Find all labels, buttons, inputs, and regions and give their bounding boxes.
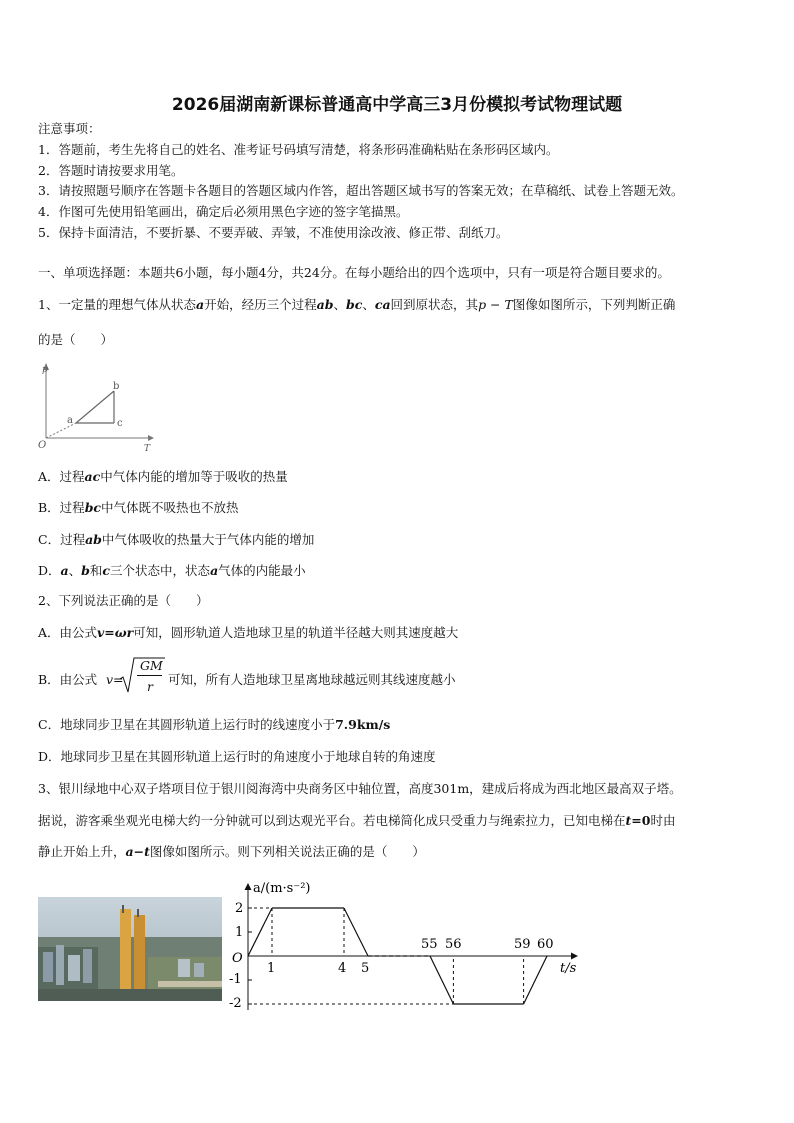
option-c xyxy=(38,717,390,733)
section-heading: 一、单项选择题：本题共6小题，每小题4分，共24分。在每小题给出的四个选项中，只有一项是符合题目要求的。 xyxy=(38,265,670,280)
x-tick-label: 4 xyxy=(338,961,347,976)
text: 1、一定量的理想气体从状态 xyxy=(38,297,196,312)
notice-item: 4．作图可先使用铅笔画出，确定后必须用黑色字迹的签字笔描黑。 xyxy=(38,204,409,219)
var: a xyxy=(210,563,219,578)
numerator: GM xyxy=(140,658,163,673)
x-tick-label: 56 xyxy=(445,937,462,952)
var: a xyxy=(60,563,69,578)
x-tick-label: 55 xyxy=(421,937,438,952)
p-label: p xyxy=(42,365,48,375)
process-ab xyxy=(76,391,114,423)
var-ab: ab xyxy=(316,297,334,312)
y-tick-label: -1 xyxy=(229,972,242,987)
question-3-line3 xyxy=(38,844,425,860)
notice-item: 2．答题时请按要求用笔。 xyxy=(38,163,184,178)
question-2-stem: 2、下列说法正确的是（ ） xyxy=(38,593,209,608)
series-segment xyxy=(524,956,547,1004)
formula-v: v= xyxy=(106,672,124,687)
sqrt-formula xyxy=(106,655,168,697)
notice-item: 1．答题前，考生先将自己的姓名、准考证号码填写清楚，将条形码准确粘贴在条形码区域内。 xyxy=(38,142,559,157)
twin-tower-photo xyxy=(38,897,222,1001)
text: 据说，游客乘坐观光电梯大约一分钟就可以到达观光平台。若电梯简化成只受重力与绳索拉力，已知电梯在 xyxy=(38,813,626,828)
text: 图像如图所示，下列判断正确 xyxy=(512,297,676,312)
text: 开始，经历三个过程 xyxy=(204,297,317,312)
value: 7.9km/s xyxy=(335,717,391,732)
text: 时由 xyxy=(650,813,676,828)
notice-item: 5．保持卡面清洁，不要折暴、不要弄破、弄皱，不准使用涂改液、修正带、刮纸刀。 xyxy=(38,225,509,240)
var: ab xyxy=(85,532,102,547)
text: 气体的内能最小 xyxy=(218,563,306,578)
t-label: T xyxy=(144,444,151,452)
text: 中气体既不吸热也不放热 xyxy=(101,500,239,515)
option-b-pre: B．由公式 xyxy=(38,672,98,687)
text: 、 xyxy=(333,297,346,312)
var: ac xyxy=(84,469,101,484)
text: 图像如图所示。则下列相关说法正确的是（ ） xyxy=(149,844,425,859)
var: c xyxy=(102,563,111,578)
state-a-label: a xyxy=(67,415,73,426)
a-t-graph xyxy=(226,876,586,1016)
text: C．过程 xyxy=(38,532,86,547)
page-title: 2026届湖南新课标普通高中学高三3月份模拟考试物理试题 xyxy=(171,95,623,115)
photo-art xyxy=(38,897,222,1001)
text: 三个状态中，状态 xyxy=(110,563,211,578)
y-tick-label: -2 xyxy=(229,996,242,1011)
text: 、 xyxy=(362,297,375,312)
text: 、 xyxy=(68,563,82,578)
a-axis-arrow xyxy=(245,883,252,890)
x-tick-label: 5 xyxy=(361,961,370,976)
pt-graph xyxy=(36,360,156,452)
t-axis-arrow xyxy=(148,435,154,441)
var: t xyxy=(625,813,632,828)
t-axis-arrow xyxy=(571,953,578,960)
option-a xyxy=(38,625,458,641)
notice-item: 3．请按照题号顺序在答题卡各题目的答题区域内作答，超出答题区域书写的答案无效；在草稿纸、试卷上答题无效。 xyxy=(38,183,684,198)
y-tick-label: 2 xyxy=(235,901,244,916)
text: =0 xyxy=(631,813,651,828)
text: 中气体吸收的热量大于气体内能的增加 xyxy=(101,532,315,547)
option-c xyxy=(38,532,314,548)
t-axis-label: t/s xyxy=(560,961,577,976)
option-d xyxy=(38,563,306,579)
formula: v=ωr xyxy=(97,625,134,640)
question-3-line1: 3、银川绿地中心双子塔项目位于银川阅海湾中央商务区中轴位置，高度301m，建成后将成为西北地区最高双子塔。 xyxy=(38,781,682,796)
a-axis-label: a/(m·s⁻²) xyxy=(253,881,311,896)
option-a xyxy=(38,469,288,485)
text: 静止开始上升， xyxy=(38,844,126,859)
state-b-label: b xyxy=(113,381,120,392)
var-a: a xyxy=(195,297,205,312)
text: 回到原状态，其 xyxy=(390,297,479,312)
var-ca: ca xyxy=(374,297,391,312)
var: bc xyxy=(84,500,102,515)
var-bc: bc xyxy=(345,297,363,312)
question-1-stem-end: 的是（ ） xyxy=(38,332,114,347)
notice-heading: 注意事项： xyxy=(38,121,101,136)
y-tick-label: 1 xyxy=(235,925,244,940)
text: C．地球同步卫星在其圆形轨道上运行时的线速度小于 xyxy=(38,717,336,732)
var: a−t xyxy=(125,844,150,859)
text: A．由公式 xyxy=(38,625,98,640)
text: 中气体内能的增加等于吸收的热量 xyxy=(100,469,288,484)
option-b xyxy=(38,500,239,516)
origin-label: O xyxy=(38,440,47,451)
denominator: r xyxy=(147,679,153,694)
text: 和 xyxy=(89,563,103,578)
x-tick-label: 60 xyxy=(537,937,554,952)
series-segment xyxy=(430,956,453,1004)
text: A．过程 xyxy=(38,469,85,484)
text: 可知，圆形轨道人造地球卫星的轨道半径越大则其速度越大 xyxy=(133,625,459,640)
x-tick-label: 1 xyxy=(267,961,276,976)
x-tick-label: 59 xyxy=(514,937,531,952)
text: D． xyxy=(38,563,61,578)
text: B．过程 xyxy=(38,500,85,515)
var-pt: p − T xyxy=(478,297,513,312)
series-segment xyxy=(344,908,368,956)
option-d: D．地球同步卫星在其圆形轨道上运行时的角速度小于地球自转的角速度 xyxy=(38,749,436,764)
origin-label: O xyxy=(232,951,243,966)
question-3-line2 xyxy=(38,813,675,829)
var: b xyxy=(81,563,90,578)
option-b-post: 可知，所有人造地球卫星离地球越远则其线速度越小 xyxy=(168,672,456,687)
question-1-stem xyxy=(38,297,675,313)
state-c-label: c xyxy=(117,418,123,429)
